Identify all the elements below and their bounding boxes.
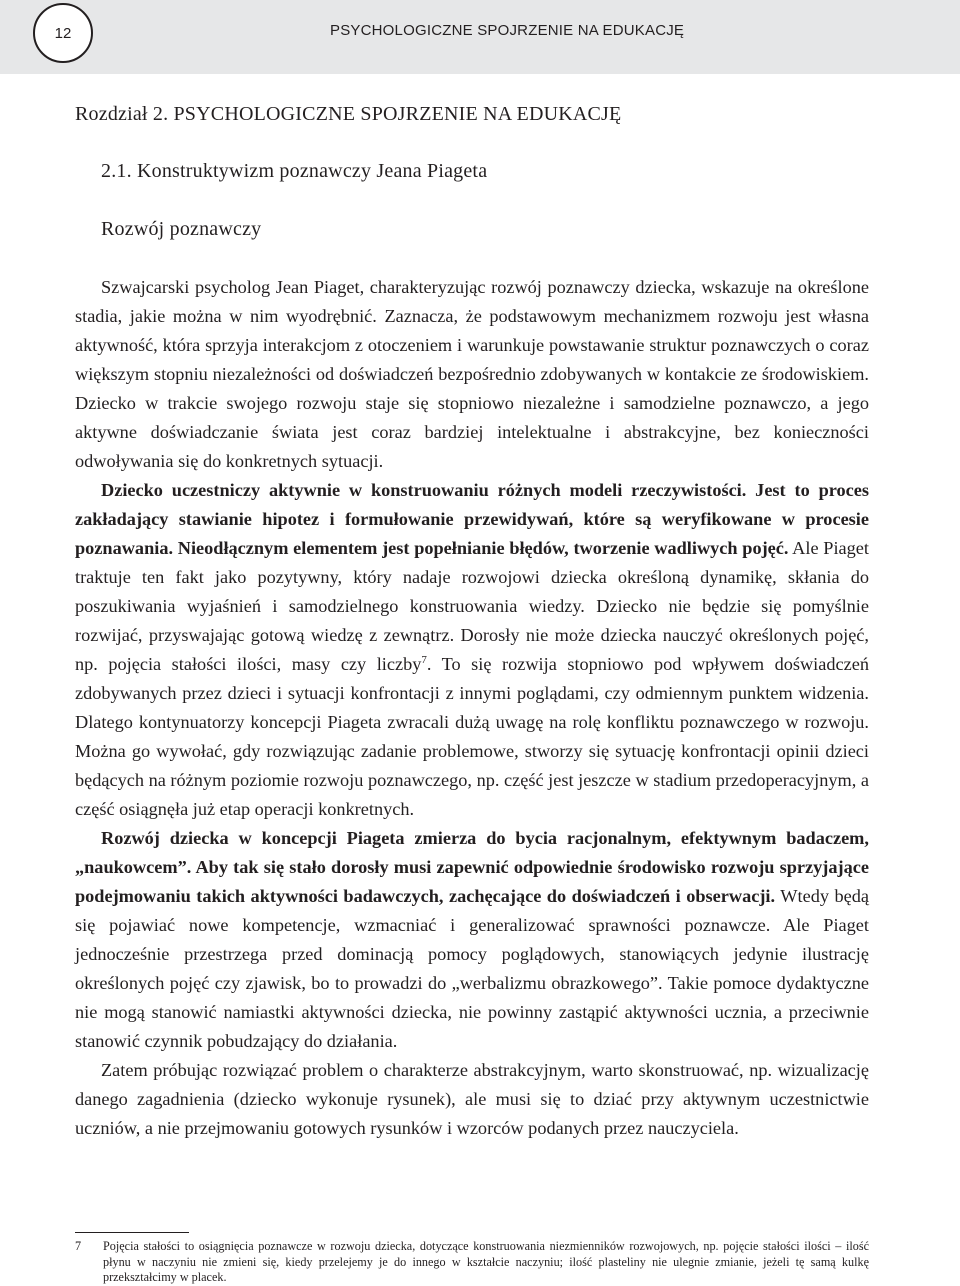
page-number-text: 12 <box>54 24 72 42</box>
paragraph-2-text-a: Ale Piaget traktuje ten fakt jako pozytywny, który nadaje rozwojowi dziecka określoną dynamikę, skłania do poszukiwania wyjaśnień i samodzielnego konstruowania wiedzy. Dziecko nie będzie się pomyślnie rozwijać, przyswajając gotową wiedzę z zewnątrz. Dorosły nie może dziecka nauczyć określonych pojęć, np. pojęcia stałości ilości, masy czy liczby <box>75 538 869 674</box>
paragraph-4: Zatem próbując rozwiązać problem o charakterze abstrakcyjnym, warto skonstruować, np. wizualizację danego zagadnienia (dziecko wykonuje rysunek), ale musi się to dziać przy aktywnym uczestnictwie uczniów, a nie przejmowaniu gotowych rysunków i wzorców podanych przez nauczyciela. <box>75 1060 869 1138</box>
paragraph-3 <box>75 824 869 1056</box>
page-number <box>33 3 93 63</box>
paragraph-1-sentence-1: Szwajcarski psycholog Jean Piaget, charakteryzując rozwój poznawczy dziecka, wskazuje na określone stadia, jakie można w nim wyodrębnić. Zaznacza, że podstawowym mechanizmem rozwoju jest własna aktywność, która sprzyja interakcjom z otoczeniem i warunkuje powstawanie struktur poznawczych o coraz większym stopniu niezależności od doświadczeń bezpośrednio zdobywanych w kontakcie ze środowiskiem. <box>75 277 869 384</box>
section-title: 2.1. Konstruktywizm poznawczy Jeana Piageta <box>101 160 488 182</box>
paragraph-1-sentence-2: Dziecko w trakcie swojego rozwoju staje się stopniowo niezależne i samodzielne poznawczo, a jego aktywne doświadczanie świata jest coraz bardziej intelektualne i abstrakcyjne, bez konieczności odwoływania się do konkretnych sytuacji. <box>75 393 869 471</box>
footnote-reference[interactable]: 7 <box>421 653 427 666</box>
chapter-title: Rozdział 2. PSYCHOLOGICZNE SPOJRZENIE NA EDUKACJĘ <box>75 103 622 125</box>
footnote <box>75 1239 869 1286</box>
paragraph-2-bold: Dziecko uczestniczy aktywnie w konstruowaniu różnych modeli rzeczywistości. Jest to proces zakładający stawianie hipotez i formułowanie przewidywań, które są weryfikowane w procesie poznawania. Nieodłącznym elementem jest popełnianie błędów, tworzenie wadliwych pojęć. <box>75 480 869 558</box>
body-text <box>75 273 869 1143</box>
paragraph-2-text-b: . To się rozwija stopniowo pod wpływem doświadczeń zdobywanych przez dzieci i sytuacji konfrontacji z innymi poglądami, czy odmiennym punktem widzenia. Dlatego kontynuatorzy koncepcji Piageta zwracali dużą uwagę na rolę konfliktu poznawczego w rozwoju. Można go wywołać, gdy rozwiązując zadanie problemowe, stworzy się sytuację konfrontacji opinii dzieci będących na różnym poziomie rozwoju poznawczego, np. część jest jeszcze w stadium przedoperacyjnym, a część osiągnęła już etap operacji konkretnych. <box>75 654 869 819</box>
footnote-number: 7 <box>75 1239 82 1253</box>
paragraph-3-bold: Rozwój dziecka w koncepcji Piageta zmierza do bycia racjonalnym, efektywnym badaczem, „naukowcem”. Aby tak się stało dorosły musi zapewnić odpowiednie środowisko rozwoju sprzyjające podejmowaniu takich aktywności badawczych, zachęcające do doświadczeń i obserwacji. <box>75 828 869 906</box>
subsection-title: Rozwój poznawczy <box>101 218 262 240</box>
paragraph-3-text: Wtedy będą się pojawiać nowe kompetencje, wzmacniać i generalizować sprawności poznawcze. Ale Piaget jednocześnie przestrzega przed dominacją pomocy poglądowych, stanowiących jedynie ilustrację określonych pojęć czy zjawisk, bo to prowadzi do „werbalizmu obrazkowego”. Takie pomoce dydaktyczne nie mogą stanowić namiastki aktywności dziecka, nie powinny zastąpić aktywności ucznia, a przeciwnie stanowić czynnik pobudzający do działania. <box>75 886 869 1051</box>
running-title: PSYCHOLOGICZNE SPOJRZENIE NA EDUKACJĘ <box>330 22 685 39</box>
footnote-text: Pojęcia stałości to osiągnięcia poznawcze w rozwoju dziecka, dotyczące konstruowania niezmienników rozwojowych, np. pojęcie stałości ilości – ilość płynu w naczyniu nie zmieni się, kiedy przelejemy je do innego w kształcie naczyniu; ilość plasteliny nie ulegnie zmianie, jeżeli tę samą kulkę przekształcimy w placek. <box>103 1239 869 1284</box>
paragraph-1 <box>75 273 869 476</box>
paragraph-2 <box>75 476 869 824</box>
footnote-divider <box>75 1232 189 1233</box>
